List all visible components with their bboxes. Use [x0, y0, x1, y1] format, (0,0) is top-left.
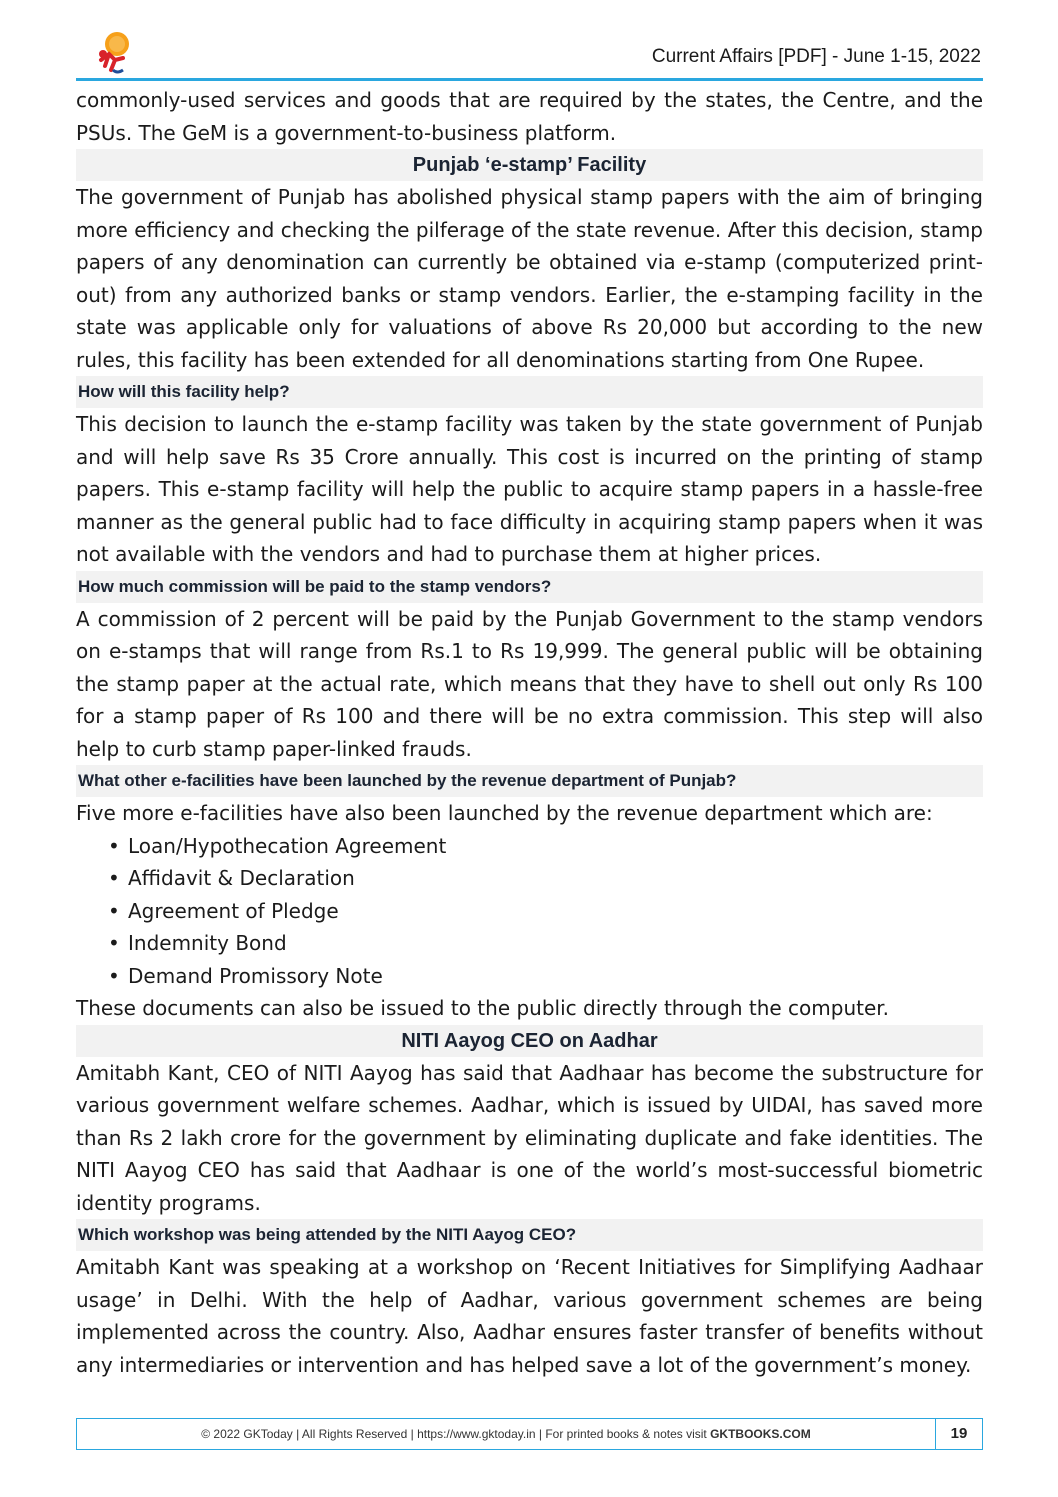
efacilities-intro: Five more e-facilities have also been launched by the revenue department which are: [76, 801, 933, 825]
commission-paragraph: A commission of 2 percent will be paid by the Punjab Government to the stamp vendors on e-stamps that will range from Rs.1 to Rs 19,999. The general public will be obtaining the stamp paper at the actual rate, which means that they have to shell out only Rs 100 for a stamp paper of Rs 100 and there will be no extra commission. This step will also help to curb stamp paper-linked frauds. [76, 606, 983, 761]
page-footer [76, 1418, 983, 1450]
page-content [76, 84, 983, 1381]
efacilities-conclusion: These documents can also be issued to the public directly through the computer. [76, 996, 890, 1020]
list-item: • Indemnity Bond [108, 927, 983, 960]
section-heading-estamp: Punjab ‘e-stamp’ Facility [76, 149, 983, 181]
footer-copyright: © 2022 GKToday | All Rights Reserved | https://www.gktoday.in | For printed books & notes visit [201, 1427, 711, 1441]
facility-help-paragraph: This decision to launch the e-stamp facility was taken by the state government of Punjab and will help save Rs 35 Crore annually. This cost is incurred on the printing of stamp papers. This e-stamp facility will help the public to acquire stamp papers in a hassle-free manner as the general public had to face difficulty in acquiring stamp papers when it was not available with the vendors and had to purchase them at higher prices. [76, 412, 983, 566]
gktoday-logo-icon [91, 30, 135, 78]
footer-brand-link[interactable]: GKTBOOKS.COM [710, 1427, 811, 1441]
niti-aayog-paragraph: Amitabh Kant, CEO of NITI Aayog has said that Aadhaar has become the substructure for various government welfare schemes. Aadhar, which is issued by UIDAI, has saved more than Rs 2 lakh crore for the government by eliminating duplicate and fake identities. The NITI Aayog CEO has said that Aadhaar is one of the world’s most-successful biometric identity programs. [76, 1060, 983, 1215]
subheading-other-efacilities: What other e-facilities have been launched by the revenue department of Punjab? [76, 765, 983, 797]
list-item: • Affidavit & Declaration [108, 862, 983, 895]
header-rule [76, 78, 983, 81]
intro-paragraph: commonly-used services and goods that are required by the states, the Centre, and the PSUs. The GeM is a government-to-business platform. [76, 88, 983, 145]
efacilities-list [76, 830, 983, 993]
page-number: 19 [950, 1425, 968, 1442]
header-title: Current Affairs [PDF] - June 1-15, 2022 [651, 46, 981, 67]
workshop-paragraph: Amitabh Kant was speaking at a workshop on ‘Recent Initiatives for Simplifying Aadhaar usage’ in Delhi. With the help of Aadhar, various government schemes are being implemented across the country. Also, Aadhar ensures faster transfer of benefits without any intermediaries or intervention and has helped save a lot of the government’s money. [76, 1255, 983, 1377]
subheading-facility-help: How will this facility help? [76, 376, 983, 408]
list-item: • Loan/Hypothecation Agreement [108, 830, 983, 863]
page-header [76, 30, 983, 82]
list-item: • Demand Promissory Note [108, 960, 983, 993]
list-item: • Agreement of Pledge [108, 895, 983, 928]
estamp-paragraph: The government of Punjab has abolished physical stamp papers with the aim of bringing more efficiency and checking the pilferage of the state revenue. After this decision, stamp papers of any denomination can currently be obtained via e-stamp (computerized print-out) from any authorized banks or stamp vendors. Earlier, the e-stamping facility in the state was applicable only for valuations of above Rs 20,000 but according to the new rules, this facility has been extended for all denominations starting from One Rupee. [76, 185, 983, 372]
footer-text [77, 1419, 935, 1449]
subheading-workshop: Which workshop was being attended by the NITI Aayog CEO? [76, 1219, 983, 1251]
subheading-commission: How much commission will be paid to the stamp vendors? [76, 571, 983, 603]
section-heading-niti-aayog: NITI Aayog CEO on Aadhar [76, 1025, 983, 1057]
